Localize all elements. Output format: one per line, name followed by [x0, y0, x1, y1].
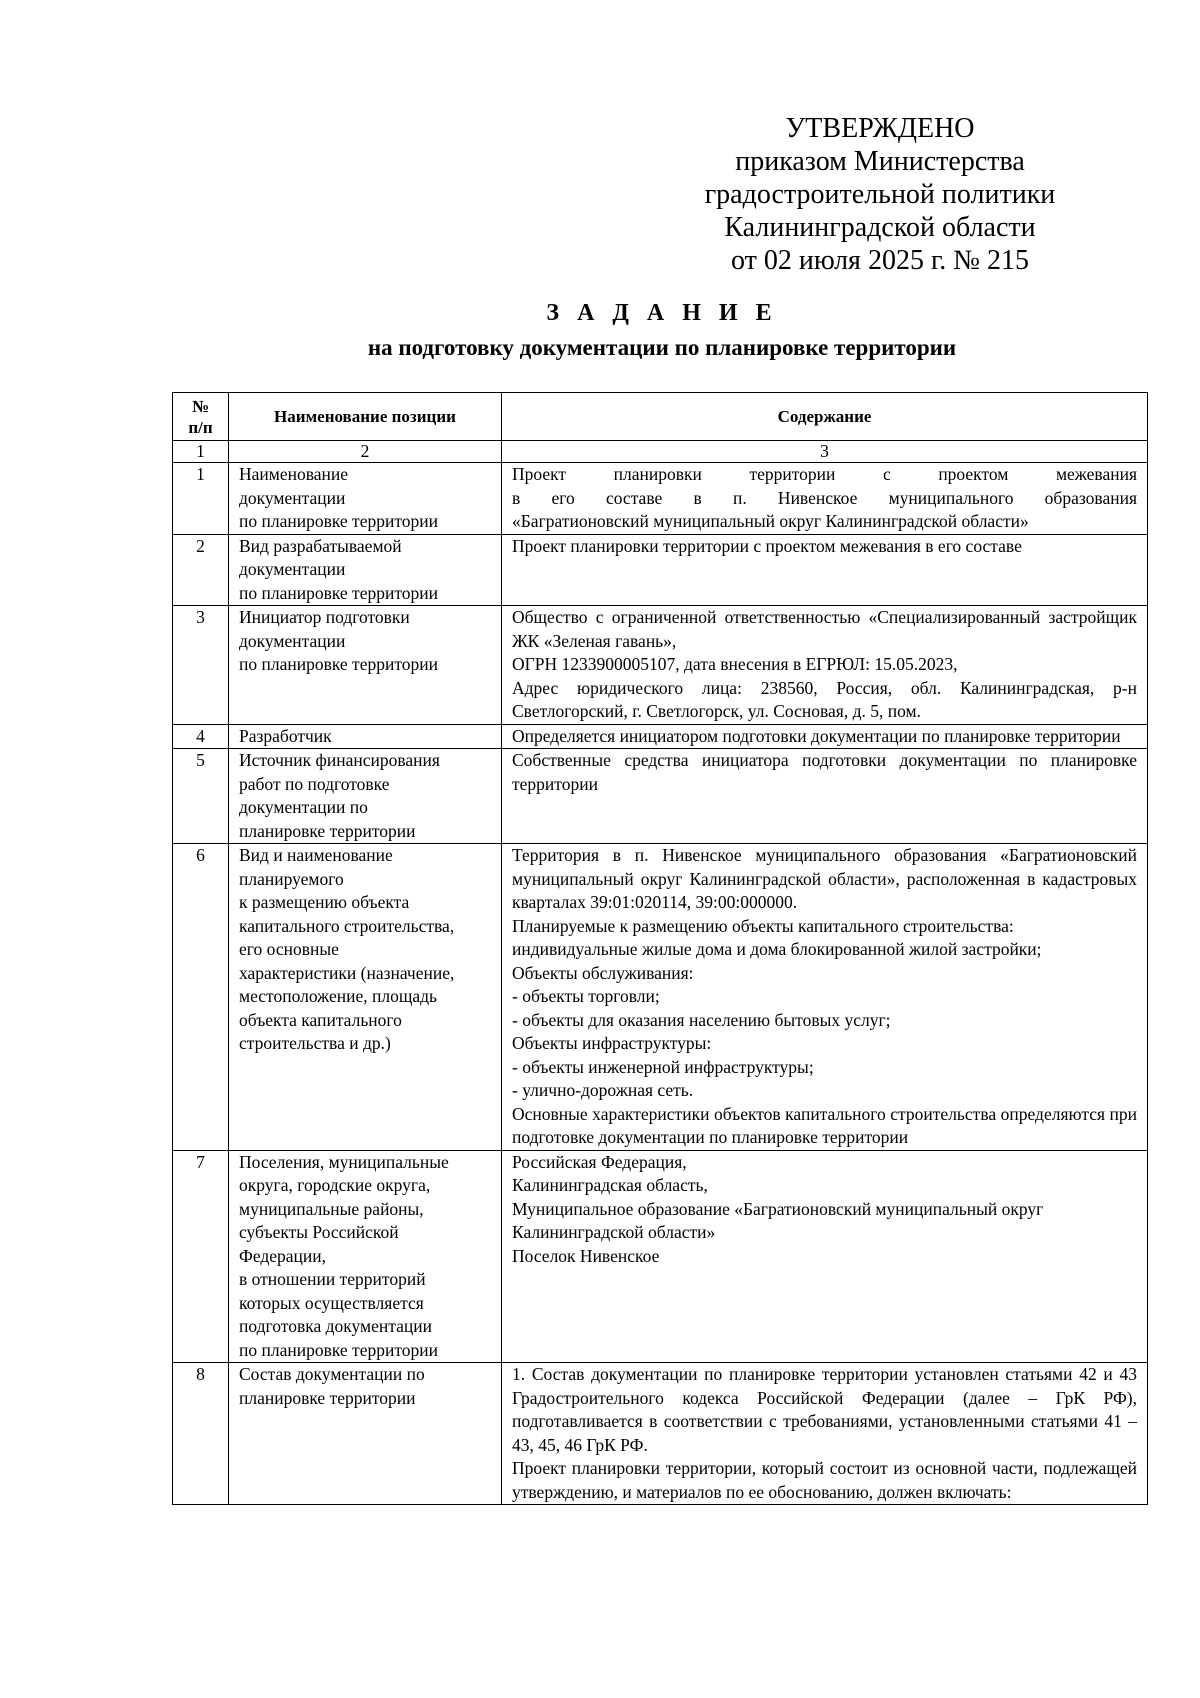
position-name	[229, 844, 502, 1151]
table-header-row	[173, 393, 1148, 441]
position-name-line: к размещению объекта	[239, 892, 410, 912]
table-row	[173, 749, 1148, 844]
position-name-line: Вид и наименование	[239, 845, 393, 865]
position-name	[229, 749, 502, 844]
content-paragraph: индивидуальные жилые дома и дома блокированной жилой застройки;	[512, 939, 1042, 959]
position-name	[229, 1363, 502, 1505]
content-paragraph: Общество с ограниченной ответственностью «Специализированный застройщик ЖК «Зеленая гавань»,	[512, 607, 1137, 651]
position-name-line: капитального строительства,	[239, 915, 455, 936]
position-name-line: по планировке территории	[239, 654, 438, 674]
position-name-line: планировке территории	[239, 1387, 416, 1408]
content-paragraph: - объекты для оказания населению бытовых услуг;	[512, 1009, 891, 1030]
index-cell: 3	[502, 441, 1148, 463]
row-number: 4	[173, 724, 229, 749]
position-name-line: документации по	[239, 797, 368, 817]
content-paragraph: Территория в п. Нивенское муниципального образования «Багратионовский муниципальный округ Калининградской области», расположенная в кадастровых кварталах 39:01:020114, 39:00:000000.	[512, 845, 1137, 912]
position-content	[502, 724, 1148, 749]
table-row	[173, 724, 1148, 749]
content-paragraph: - улично-дорожная сеть.	[512, 1080, 694, 1100]
position-name	[229, 463, 502, 535]
position-name-line: планируемого	[239, 868, 344, 889]
content-paragraph: Основные характеристики объектов капитального строительства определяются при подготовке документации по планировке территории	[512, 1103, 1137, 1147]
table-row	[173, 606, 1148, 725]
position-content	[502, 463, 1148, 535]
position-name-line: планировке территории	[239, 820, 416, 841]
position-name-line: Поселения, муниципальные	[239, 1151, 449, 1172]
table-row	[173, 534, 1148, 606]
table-row	[173, 1150, 1148, 1363]
position-name-line: по планировке территории	[239, 511, 438, 531]
document-title: З А Д А Н И Е	[546, 300, 778, 326]
content-paragraph: - объекты инженерной инфраструктуры;	[512, 1056, 814, 1077]
row-number: 2	[173, 534, 229, 606]
table-row	[173, 1363, 1148, 1505]
position-name	[229, 534, 502, 606]
position-name-line: по планировке территории	[239, 582, 438, 603]
content-paragraph: ОГРН 1233900005107, дата внесения в ЕГРЮЛ: 15.05.2023,	[512, 654, 958, 674]
row-number: 6	[173, 844, 229, 1151]
approval-block	[680, 112, 1080, 277]
position-name-line: работ по подготовке	[239, 773, 390, 794]
position-name-line: объекта капитального	[239, 1009, 402, 1030]
content-paragraph: Поселок Нивенское	[512, 1245, 660, 1266]
position-name-line: округа, городские округа,	[239, 1175, 431, 1195]
index-row	[173, 441, 1148, 463]
task-table	[172, 392, 1148, 1505]
position-name-line: строительства и др.)	[239, 1033, 391, 1053]
position-content	[502, 1150, 1148, 1363]
position-name	[229, 1150, 502, 1363]
position-name-line: Состав документации по	[239, 1364, 425, 1384]
position-name-line: Инициатор подготовки	[239, 607, 410, 627]
approval-line: Калининградской области	[724, 212, 1036, 243]
position-name-line: характеристики (назначение,	[239, 962, 455, 983]
position-name	[229, 606, 502, 725]
approval-line: от 02 июля 2025 г. № 215	[731, 245, 1029, 276]
position-name	[229, 724, 502, 749]
content-paragraph: - объекты торговли;	[512, 986, 660, 1006]
content-paragraph: Собственные средства инициатора подготовки документации по планировке территории	[512, 750, 1137, 794]
content-paragraph: Муниципальное образование «Багратионовский муниципальный округ Калининградской области»	[512, 1198, 1044, 1242]
content-paragraph: Адрес юридического лица: 238560, Россия, обл. Калининградская, р-н Светлогорский, г. Светлогорск, ул. Сосновая, д. 5, пом.	[512, 677, 1137, 721]
content-paragraph: Проект планировки территории с проектом межевания	[512, 464, 1137, 484]
position-name-line: Источник финансирования	[239, 750, 440, 770]
table-row	[173, 463, 1148, 535]
position-name-line: Наименование	[239, 464, 349, 484]
header-content: Содержание	[502, 393, 1148, 441]
content-paragraph: Российская Федерация,	[512, 1151, 687, 1172]
content-paragraph: Проект планировки территории, который состоит из основной части, подлежащей утверждению, и материалов по ее обоснованию, должен включать:	[512, 1458, 1137, 1502]
content-paragraph: Калининградская область,	[512, 1175, 708, 1195]
content-paragraph: Проект планировки территории с проектом межевания в его составе	[512, 535, 1022, 556]
row-number: 1	[173, 463, 229, 535]
position-name-line: субъекты Российской	[239, 1222, 399, 1242]
position-name-line: по планировке территории	[239, 1339, 438, 1360]
document-subtitle: на подготовку документации по планировке территории	[367, 335, 957, 360]
content-paragraph: Планируемые к размещению объекты капитального строительства:	[512, 915, 1014, 936]
index-cell: 2	[229, 441, 502, 463]
position-name-line: Разработчик	[239, 725, 332, 746]
approval-line: УТВЕРЖДЕНО	[785, 113, 975, 144]
content-paragraph: в его составе в п. Нивенское муниципального образования	[512, 487, 1137, 508]
content-paragraph: «Багратионовский муниципальный округ Калининградской области»	[512, 511, 1029, 531]
content-paragraph: Определяется инициатором подготовки документации по планировке территории	[512, 725, 1121, 746]
content-paragraph: Объекты обслуживания:	[512, 962, 694, 983]
position-name-line: его основные	[239, 939, 339, 959]
table-row	[173, 844, 1148, 1151]
row-number: 5	[173, 749, 229, 844]
position-content	[502, 844, 1148, 1151]
row-number: 7	[173, 1150, 229, 1363]
position-name-line: документации	[239, 487, 346, 508]
position-name-line: Вид разрабатываемой	[239, 535, 402, 556]
position-name-line: документации	[239, 630, 346, 651]
position-name-line: муниципальные районы,	[239, 1198, 424, 1219]
position-name-line: местоположение, площадь	[239, 986, 437, 1006]
header-name: Наименование позиции	[229, 393, 502, 441]
position-content	[502, 606, 1148, 725]
index-cell: 1	[173, 441, 229, 463]
position-name-line: документации	[239, 559, 346, 579]
approval-line: градостроительной политики	[704, 179, 1056, 210]
position-name-line: Федерации,	[239, 1245, 327, 1266]
row-number: 8	[173, 1363, 229, 1505]
position-name-line: подготовка документации	[239, 1316, 432, 1336]
position-name-line: в отношении территорий	[239, 1269, 426, 1289]
document-heading	[172, 298, 1152, 364]
content-paragraph: 1. Состав документации по планировке территории установлен статьями 42 и 43 Градостроительного кодекса Российской Федерации (далее – ГрК РФ), подготавливается в соответствии с требованиями, установленными статьями 41 – 43, 45, 46 ГрК РФ.	[512, 1364, 1137, 1455]
position-content	[502, 1363, 1148, 1505]
position-name-line: которых осуществляется	[239, 1292, 424, 1313]
content-paragraph: Объекты инфраструктуры:	[512, 1033, 712, 1053]
position-content	[502, 749, 1148, 844]
approval-line: приказом Министерства	[735, 146, 1025, 177]
row-number: 3	[173, 606, 229, 725]
header-num: № п/п	[173, 393, 229, 441]
position-content	[502, 534, 1148, 606]
